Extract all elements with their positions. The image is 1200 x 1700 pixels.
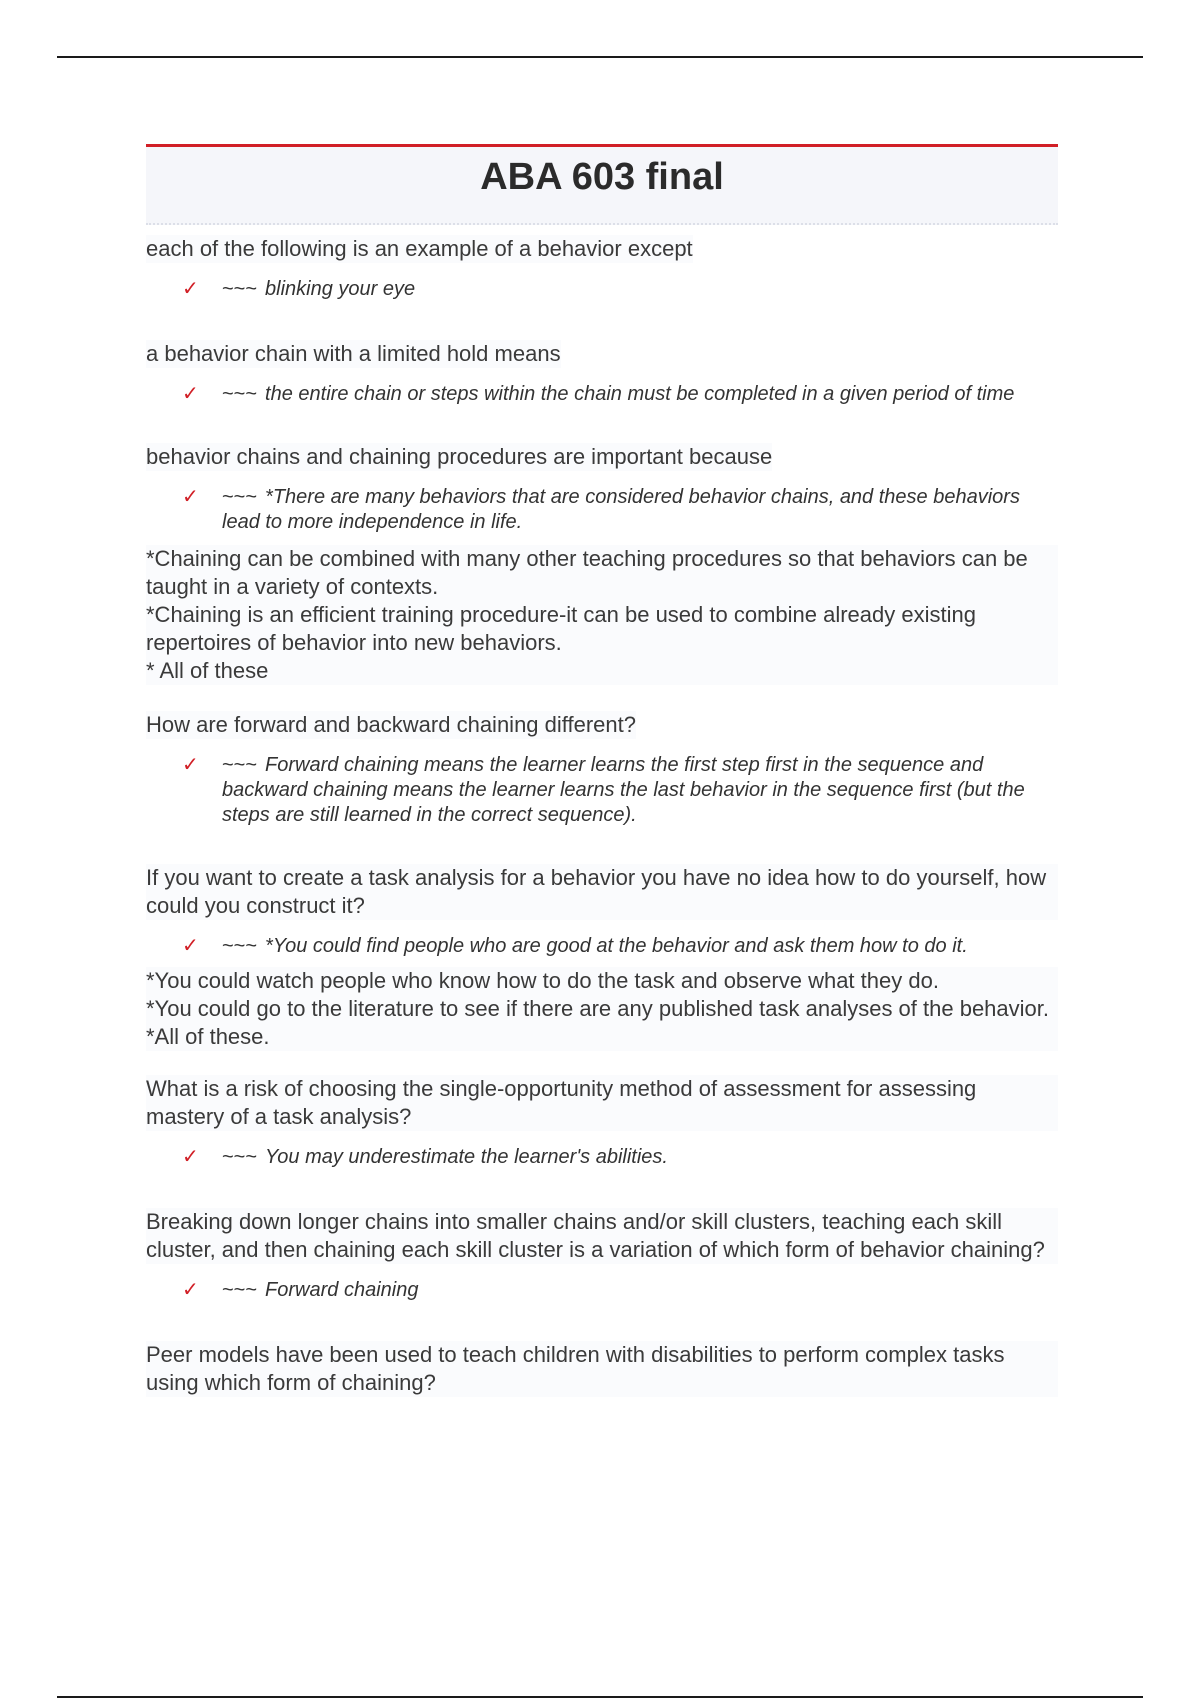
question-text: each of the following is an example of a behavior except bbox=[146, 236, 693, 261]
answer-text: *You could find people who are good at the behavior and ask them how to do it. bbox=[265, 935, 968, 957]
qa-item bbox=[146, 1075, 1058, 1170]
answer-marker: ~~~ bbox=[222, 1279, 258, 1301]
qa-item bbox=[146, 711, 1058, 828]
check-icon: ✓ bbox=[182, 1146, 199, 1168]
qa-item bbox=[146, 443, 1058, 685]
check-icon: ✓ bbox=[182, 935, 199, 957]
page-top-rule bbox=[57, 56, 1143, 58]
qa-item bbox=[146, 235, 1058, 302]
check-icon: ✓ bbox=[182, 278, 199, 300]
qa-item bbox=[146, 1208, 1058, 1303]
answer bbox=[146, 277, 1058, 302]
answer-marker: ~~~ bbox=[222, 1146, 258, 1168]
page-bottom-rule bbox=[57, 1696, 1143, 1698]
answer-text: Forward chaining means the learner learns the first step first in the sequence and backward chaining means the learner learns the last behavior in the sequence first (but the steps are still learned in the correct sequence). bbox=[222, 754, 1025, 826]
answer-continuation: *You could watch people who know how to do the task and observe what they do. *You could go to the literature to see if there are any published task analyses of the behavior. *All of these. bbox=[146, 967, 1058, 1051]
question-text: a behavior chain with a limited hold means bbox=[146, 341, 561, 366]
answer bbox=[146, 1145, 1058, 1170]
answer-text: the entire chain or steps within the chain must be completed in a given period of time bbox=[265, 383, 1015, 405]
answer-marker: ~~~ bbox=[222, 383, 258, 405]
question-text: What is a risk of choosing the single-opportunity method of assessment for assessing mastery of a task analysis? bbox=[146, 1075, 1058, 1131]
answer bbox=[146, 382, 1058, 407]
check-icon: ✓ bbox=[182, 1279, 199, 1301]
title-block bbox=[146, 144, 1058, 225]
question-text: Breaking down longer chains into smaller chains and/or skill clusters, teaching each skill cluster, and then chaining each skill cluster is a variation of which form of behavior chaining? bbox=[146, 1208, 1058, 1264]
answer bbox=[146, 753, 1058, 828]
answer-marker: ~~~ bbox=[222, 278, 258, 300]
answer bbox=[146, 485, 1058, 535]
document-title: ABA 603 final bbox=[480, 156, 724, 198]
answer-text: You may underestimate the learner's abilities. bbox=[265, 1146, 668, 1168]
answer-marker: ~~~ bbox=[222, 486, 258, 508]
qa-item bbox=[146, 864, 1058, 1051]
answer-text: blinking your eye bbox=[265, 278, 416, 300]
answer-marker: ~~~ bbox=[222, 935, 258, 957]
question-text: behavior chains and chaining procedures are important because bbox=[146, 444, 773, 469]
qa-item bbox=[146, 340, 1058, 407]
question-text: If you want to create a task analysis for a behavior you have no idea how to do yourself, how could you construct it? bbox=[146, 864, 1058, 920]
check-icon: ✓ bbox=[182, 754, 199, 776]
question-text: How are forward and backward chaining different? bbox=[146, 712, 636, 737]
answer bbox=[146, 1278, 1058, 1303]
check-icon: ✓ bbox=[182, 486, 199, 508]
answer bbox=[146, 934, 1058, 959]
question-text: Peer models have been used to teach children with disabilities to perform complex tasks using which form of chaining? bbox=[146, 1341, 1058, 1397]
answer-text: Forward chaining bbox=[265, 1279, 419, 1301]
answer-text: *There are many behaviors that are considered behavior chains, and these behaviors lead to more independence in life. bbox=[222, 486, 1020, 533]
answer-continuation: *Chaining can be combined with many other teaching procedures so that behaviors can be taught in a variety of contexts. *Chaining is an efficient training procedure-it can be used to combine already existing repertoires of behavior into new behaviors. * All of these bbox=[146, 545, 1058, 685]
answer-marker: ~~~ bbox=[222, 754, 258, 776]
qa-item bbox=[146, 1341, 1058, 1397]
document-body bbox=[146, 144, 1058, 1397]
check-icon: ✓ bbox=[182, 383, 199, 405]
